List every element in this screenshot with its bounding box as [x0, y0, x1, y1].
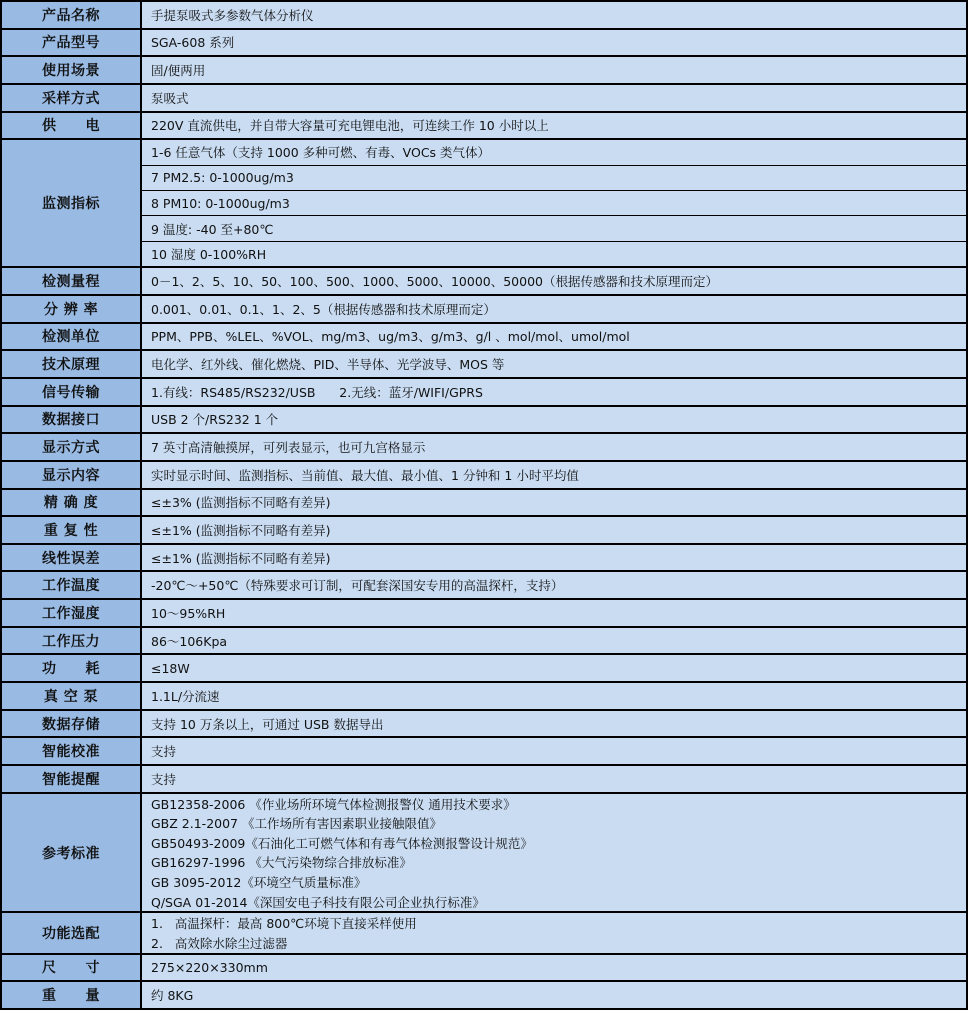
spec-value: 手提泵吸式多参数气体分析仪: [151, 7, 314, 23]
spec-value: 8 PM10: 0-1000ug/m3: [142, 190, 966, 215]
spec-label: 真 空 泵: [2, 683, 142, 709]
spec-value: 275×220×330mm: [151, 959, 268, 975]
spec-value-group: [142, 57, 966, 83]
spec-row: [2, 138, 966, 266]
spec-row: [2, 543, 966, 571]
spec-row: [2, 55, 966, 83]
spec-row: [2, 460, 966, 488]
spec-value: 约 8KG: [151, 987, 194, 1003]
spec-label: 重 复 性: [2, 517, 142, 543]
spec-row: [2, 111, 966, 139]
spec-label: 功能选配: [2, 913, 142, 952]
spec-row: [2, 764, 966, 792]
spec-row: [2, 953, 966, 981]
spec-value: 220V 直流供电，并自带大容量可充电锂电池，可连续工作 10 小时以上: [151, 118, 549, 134]
spec-label: 精 确 度: [2, 490, 142, 516]
spec-value-group: [142, 600, 966, 626]
spec-value-group: [142, 407, 966, 433]
spec-value: USB 2 个/RS232 1 个: [151, 412, 279, 428]
spec-row: [2, 377, 966, 405]
spec-value: 9 温度: -40 至+80℃: [142, 215, 966, 240]
spec-label: 工作温度: [2, 572, 142, 598]
spec-row: [2, 266, 966, 294]
spec-value: GB50493-2009《石油化工可燃气体和有毒气体检测报警设计规范》: [151, 835, 533, 851]
spec-row: [2, 432, 966, 460]
spec-row: [2, 570, 966, 598]
spec-value: 7 PM2.5: 0-1000ug/m3: [142, 165, 966, 190]
spec-label: 智能提醒: [2, 766, 142, 792]
spec-value-group: [142, 982, 966, 1008]
spec-label: 数据接口: [2, 407, 142, 433]
spec-value-group: [142, 545, 966, 571]
spec-value: 0－1、2、5、10、50、100、500、1000、5000、10000、50000（根据传感器和技术原理而定）: [151, 274, 718, 290]
spec-value-group: [142, 517, 966, 543]
spec-row: [2, 294, 966, 322]
spec-value: -20℃～+50℃（特殊要求可订制，可配套深国安专用的高温探杆，支持）: [151, 578, 564, 594]
spec-value: 支持: [151, 744, 177, 760]
spec-row: [2, 709, 966, 737]
spec-label: 显示内容: [2, 462, 142, 488]
spec-value: GB12358-2006 《作业场所环境气体检测报警仪 通用技术要求》: [151, 796, 516, 812]
spec-value: ≤18W: [151, 660, 190, 676]
spec-label: 使用场景: [2, 57, 142, 83]
spec-row: [2, 83, 966, 111]
spec-label: 线性误差: [2, 545, 142, 571]
spec-value: SGA-608 系列: [151, 35, 235, 51]
spec-value: 1.有线：RS485/RS232/USB 2.无线：蓝牙/WIFI/GPRS: [151, 384, 483, 400]
spec-value-group: [142, 2, 966, 28]
spec-row: [2, 405, 966, 433]
spec-value-group: [142, 913, 966, 952]
spec-label: 数据存储: [2, 711, 142, 737]
spec-value: GBZ 2.1-2007 《工作场所有害因素职业接触限值》: [151, 816, 442, 832]
spec-value: PPM、PPB、%LEL、%VOL、mg/m3、ug/m3、g/m3、g/l 、mol/mol、umol/mol: [151, 329, 630, 345]
spec-label: 工作湿度: [2, 600, 142, 626]
spec-label: 功 耗: [2, 655, 142, 681]
spec-value-group: [142, 268, 966, 294]
spec-value: GB16297-1996 《大气污染物综合排放标准》: [151, 855, 412, 871]
spec-label: 监测指标: [2, 140, 142, 266]
spec-value-group: [142, 572, 966, 598]
spec-row: [2, 681, 966, 709]
spec-value: 泵吸式: [151, 90, 189, 106]
spec-row: [2, 626, 966, 654]
spec-row: [2, 515, 966, 543]
spec-value: GB 3095-2012《环境空气质量标准》: [151, 874, 367, 890]
spec-value-group: [142, 683, 966, 709]
spec-value-group: [142, 296, 966, 322]
spec-label: 参考标准: [2, 794, 142, 912]
spec-value: 1-6 任意气体（支持 1000 多种可燃、有毒、VOCs 类气体）: [151, 145, 491, 161]
spec-value: 2. 高效除水除尘过滤器: [151, 935, 288, 951]
spec-value-group: [142, 628, 966, 654]
spec-value: 支持: [151, 771, 177, 787]
spec-row: [2, 349, 966, 377]
spec-label: 产品型号: [2, 30, 142, 56]
spec-value: ≤±3% (监测指标不同略有差异): [151, 495, 331, 511]
spec-value: 10～95%RH: [151, 605, 226, 621]
spec-value-group: [142, 351, 966, 377]
spec-value: 0.001、0.01、0.1、1、2、5（根据传感器和技术原理而定）: [151, 301, 496, 317]
spec-value-group: [142, 655, 966, 681]
spec-value-group: [142, 766, 966, 792]
spec-value: 1. 高温探杆：最高 800℃环境下直接采样使用: [151, 916, 417, 932]
spec-value-group: [142, 140, 966, 266]
spec-value-group: [142, 30, 966, 56]
spec-value-group: [142, 955, 966, 981]
spec-row: [2, 28, 966, 56]
spec-row: [2, 653, 966, 681]
spec-value-group: [142, 85, 966, 111]
spec-row: [2, 2, 966, 28]
spec-value: 支持 10 万条以上，可通过 USB 数据导出: [151, 716, 384, 732]
spec-row: [2, 736, 966, 764]
spec-row: [2, 980, 966, 1008]
spec-label: 采样方式: [2, 85, 142, 111]
spec-value: ≤±1% (监测指标不同略有差异): [151, 523, 331, 538]
spec-value-group: [142, 379, 966, 405]
spec-value-group: [142, 324, 966, 350]
spec-value: 7 英寸高清触摸屏，可列表显示，也可九宫格显示: [151, 440, 426, 456]
spec-row: [2, 598, 966, 626]
spec-label: 分 辨 率: [2, 296, 142, 322]
spec-value: 1.1L/分流速: [151, 688, 220, 704]
spec-row: [2, 322, 966, 350]
spec-value-group: [142, 434, 966, 460]
spec-label: 工作压力: [2, 628, 142, 654]
spec-label: 智能校准: [2, 738, 142, 764]
spec-label: 供 电: [2, 113, 142, 139]
spec-value: 86～106Kpa: [151, 633, 228, 649]
spec-row: [2, 488, 966, 516]
spec-label: 尺 寸: [2, 955, 142, 981]
spec-value-group: [142, 113, 966, 139]
spec-value-group: [142, 711, 966, 737]
spec-label: 重 量: [2, 982, 142, 1008]
spec-value: Q/SGA 01-2014《深国安电子科技有限公司企业执行标准》: [151, 894, 485, 910]
spec-value-group: [142, 462, 966, 488]
spec-row: [2, 792, 966, 912]
spec-label: 显示方式: [2, 434, 142, 460]
spec-value: 固/便两用: [151, 63, 206, 79]
spec-value-group: [142, 794, 966, 912]
spec-label: 信号传输: [2, 379, 142, 405]
spec-value-group: [142, 738, 966, 764]
spec-label: 产品名称: [2, 2, 142, 28]
spec-label: 技术原理: [2, 351, 142, 377]
spec-label: 检测量程: [2, 268, 142, 294]
spec-row: [2, 911, 966, 952]
spec-value: 实时显示时间、监测指标、当前值、最大值、最小值、1 分钟和 1 小时平均值: [151, 467, 579, 483]
spec-value: 10 湿度 0-100%RH: [142, 241, 966, 266]
spec-value: ≤±1% (监测指标不同略有差异): [151, 550, 331, 566]
spec-label: 检测单位: [2, 324, 142, 350]
spec-value: 电化学、红外线、催化燃烧、PID、半导体、光学波导、MOS 等: [151, 357, 505, 373]
spec-value-group: [142, 490, 966, 516]
